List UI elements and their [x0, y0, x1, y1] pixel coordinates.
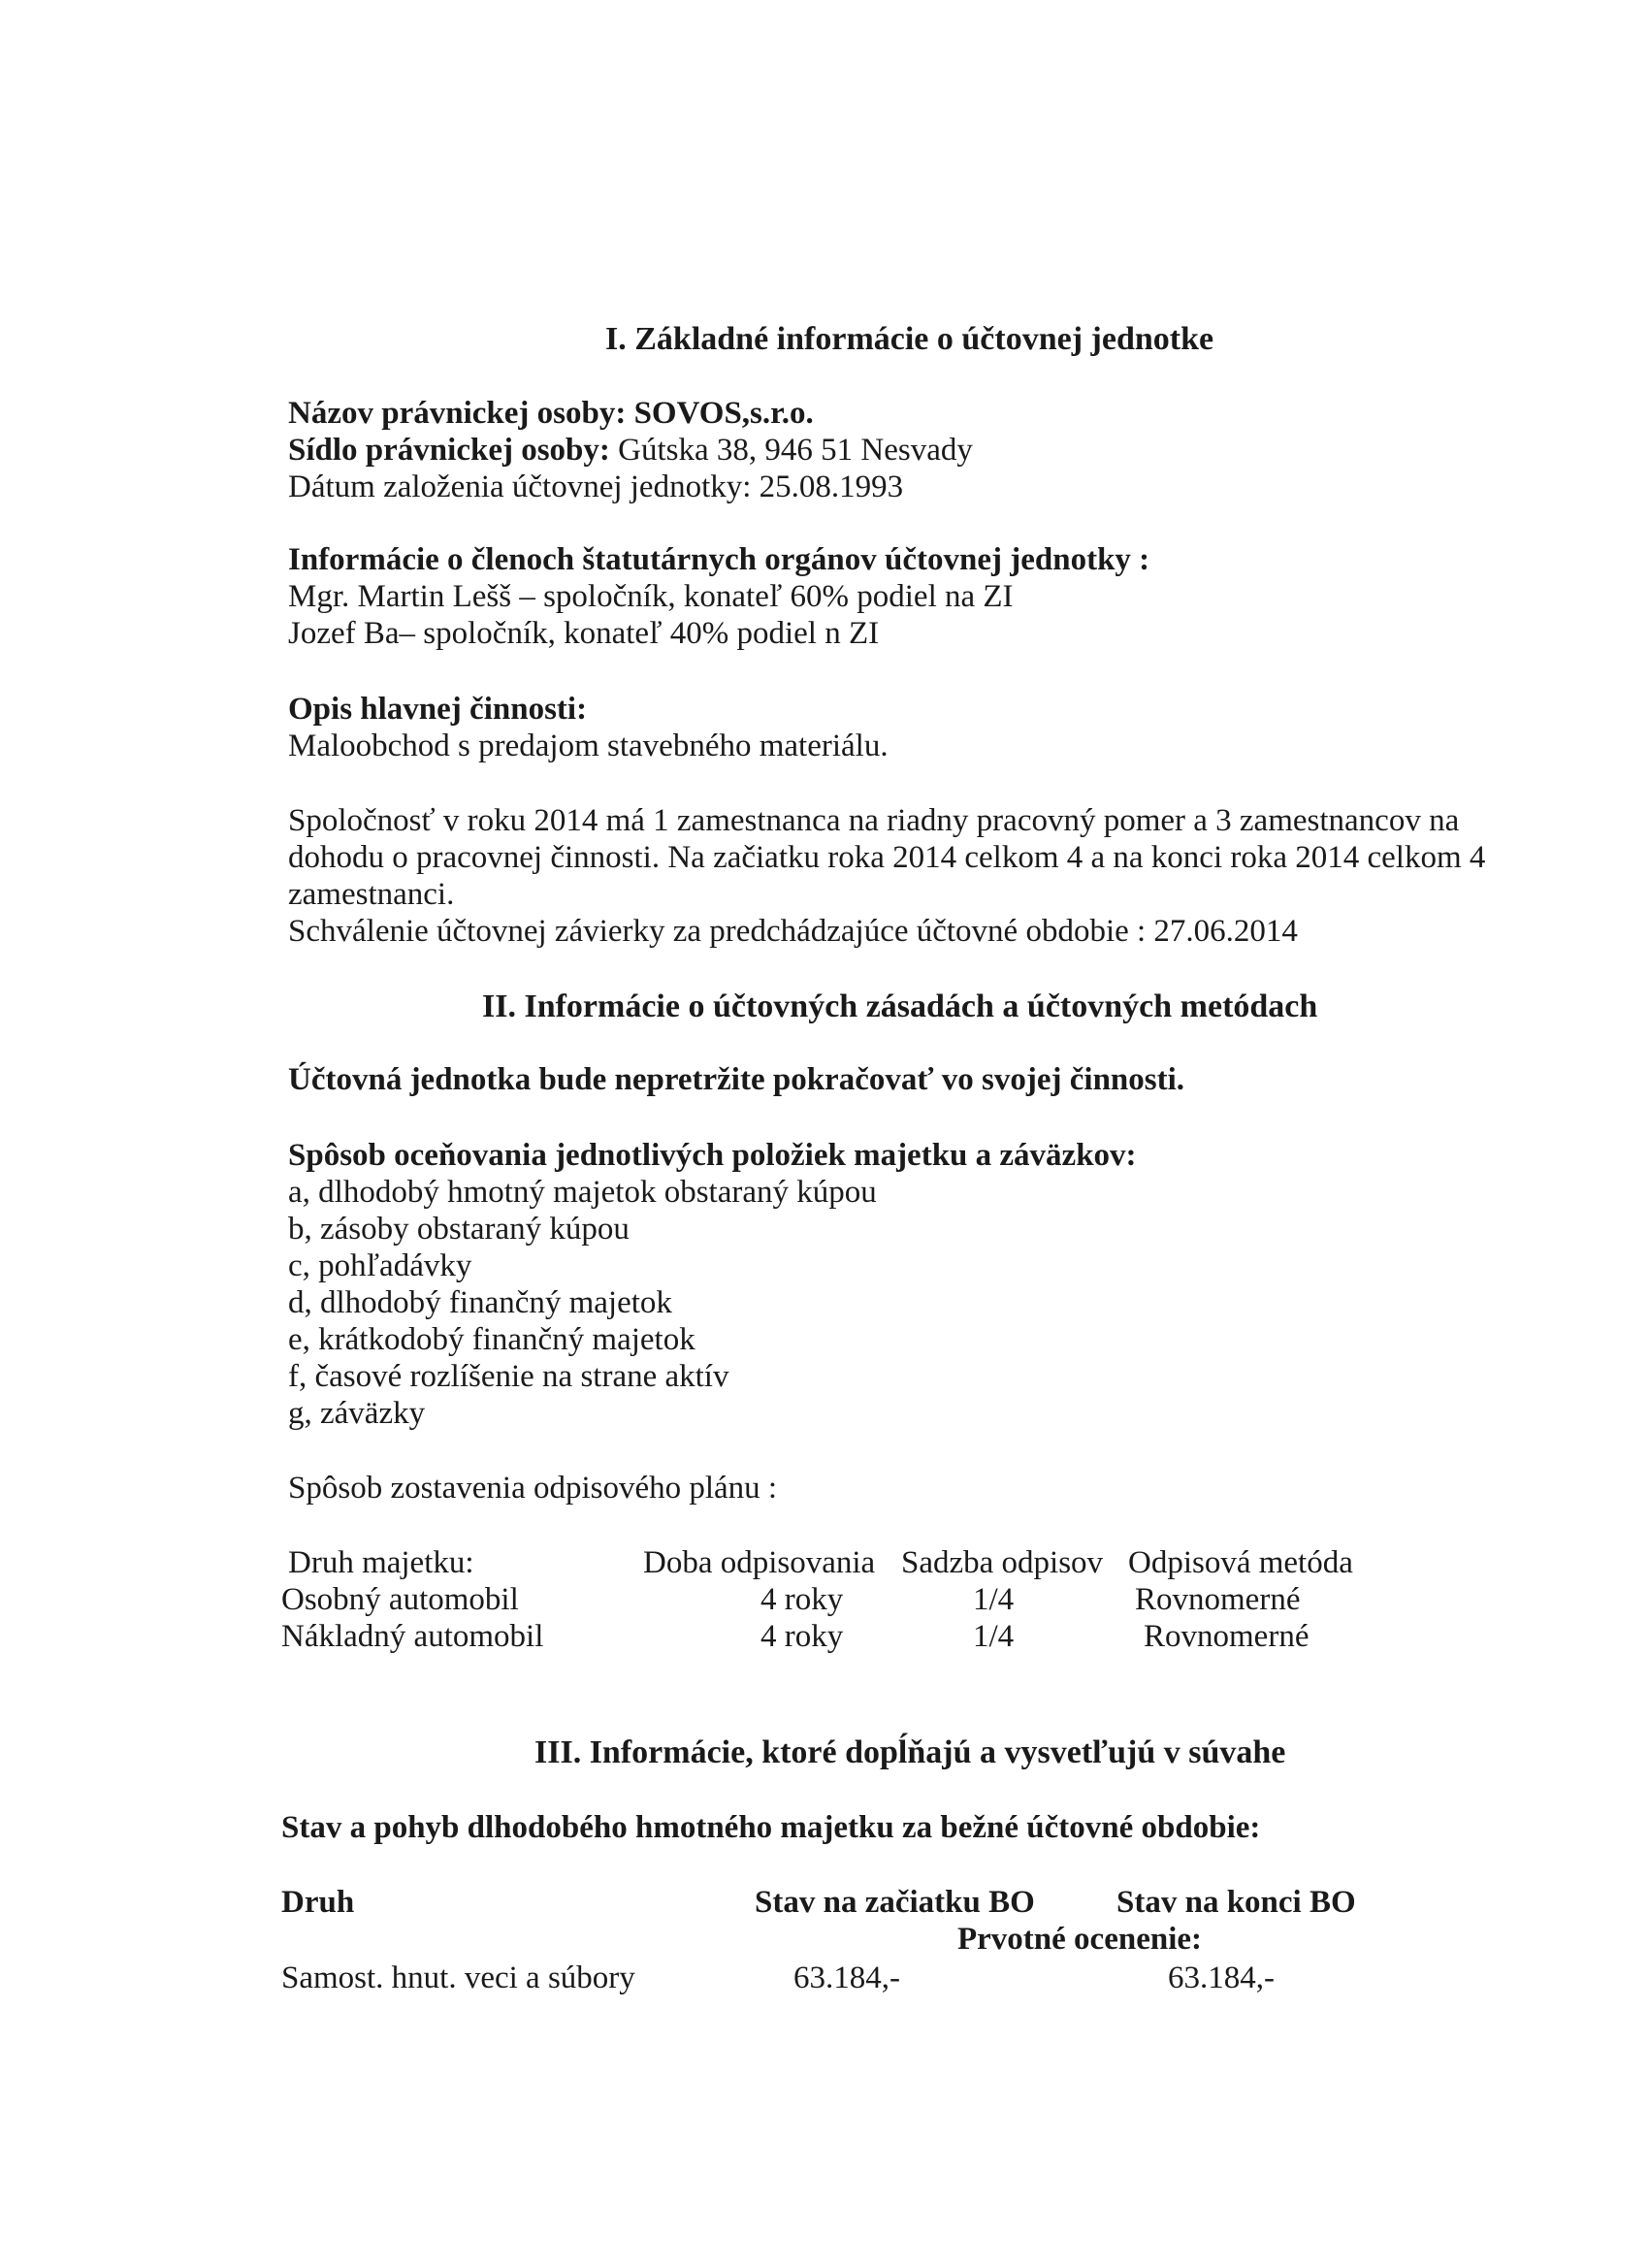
company-name-line [288, 394, 814, 433]
employees-line-3: zamestnanci. [288, 877, 455, 912]
asset-row-type: Samost. hnut. veci a súbory [281, 1960, 635, 1995]
valuation-item: a, dlhodobý hmotný majetok obstaraný kúpou [288, 1175, 877, 1210]
employees-line-1: Spoločnosť v roku 2014 má 1 zamestnanca na riadny pracovný pomer a 3 zamestnancov na [288, 803, 1460, 838]
board-member-2: Jozef Ba– spoločník, konateľ 40% podiel n ZI [288, 616, 880, 651]
depr-col-header: Odpisová metóda [1128, 1545, 1353, 1580]
depr-cell: 1/4 [973, 1582, 1015, 1617]
employees-line-2: dohodu o pracovnej činnosti. Na začiatku roka 2014 celkom 4 a na konci roka 2014 celkom 4 [288, 840, 1486, 875]
depr-cell: Rovnomerné [1144, 1619, 1310, 1654]
valuation-heading: Spôsob oceňovania jednotlivých položiek majetku a záväzkov: [288, 1138, 1137, 1173]
depr-col-header: Doba odpisovania [643, 1545, 876, 1580]
depr-cell: Osobný automobil [281, 1582, 519, 1617]
asset-row-start: 63.184,- [793, 1960, 900, 1995]
board-heading: Informácie o členoch štatutárnych orgánov účtovnej jednotky : [288, 542, 1150, 577]
company-seat-value: Gútska 38, 946 51 Nesvady [618, 433, 973, 468]
depr-cell: Rovnomerné [1135, 1582, 1301, 1617]
founded-date: Dátum založenia účtovnej jednotky: 25.08.1993 [288, 470, 904, 504]
depr-cell: 1/4 [973, 1619, 1015, 1654]
approval-date: Schválenie účtovnej závierky za predchádzajúce účtovné obdobie : 27.06.2014 [288, 914, 1298, 949]
depr-cell: 4 roky [760, 1582, 844, 1617]
company-seat-label: Sídlo právnickej osoby: [288, 433, 610, 468]
company-seat-line [288, 431, 973, 470]
asset-col-type: Druh [281, 1885, 355, 1920]
section-2-heading: II. Informácie o účtovných zásadách a účtovných metódach [482, 988, 1318, 1024]
valuation-item: e, krátkodobý finančný majetok [288, 1322, 695, 1357]
asset-row-end: 63.184,- [1168, 1960, 1275, 1995]
asset-col-start: Stav na začiatku BO [755, 1885, 1035, 1920]
activity-value: Maloobchod s predajom stavebného materiálu. [288, 729, 889, 763]
section-3-heading: III. Informácie, ktoré dopĺňajú a vysvetľujú v súvahe [534, 1734, 1286, 1770]
valuation-item: c, pohľadávky [288, 1248, 472, 1283]
asset-col-end: Stav na konci BO [1116, 1885, 1356, 1920]
continuity-statement: Účtovná jednotka bude nepretržite pokračovať vo svojej činnosti. [288, 1062, 1185, 1097]
depr-cell: 4 roky [760, 1619, 844, 1654]
asset-group-label: Prvotné ocenenie: [957, 1922, 1202, 1957]
valuation-item: g, záväzky [288, 1396, 426, 1431]
asset-movement-heading: Stav a pohyb dlhodobého hmotného majetku za bežné účtovné obdobie: [281, 1810, 1261, 1845]
valuation-item: f, časové rozlíšenie na strane aktív [288, 1359, 729, 1394]
company-name-label: Názov právnickej osoby: [288, 396, 627, 431]
depr-cell: Nákladný automobil [281, 1619, 544, 1654]
depr-col-header: Sadzba odpisov [901, 1545, 1104, 1580]
depreciation-heading: Spôsob zostavenia odpisového plánu : [288, 1471, 778, 1506]
depr-col-header: Druh majetku: [288, 1545, 474, 1580]
company-name-value: SOVOS,s.r.o. [633, 396, 814, 431]
activity-heading: Opis hlavnej činnosti: [288, 692, 588, 727]
valuation-item: d, dlhodobý finančný majetok [288, 1285, 672, 1320]
board-member-1: Mgr. Martin Lešš – spoločník, konateľ 60% podiel na ZI [288, 579, 1014, 614]
section-1-heading: I. Základné informácie o účtovnej jednotke [605, 321, 1214, 357]
valuation-item: b, zásoby obstaraný kúpou [288, 1212, 630, 1247]
